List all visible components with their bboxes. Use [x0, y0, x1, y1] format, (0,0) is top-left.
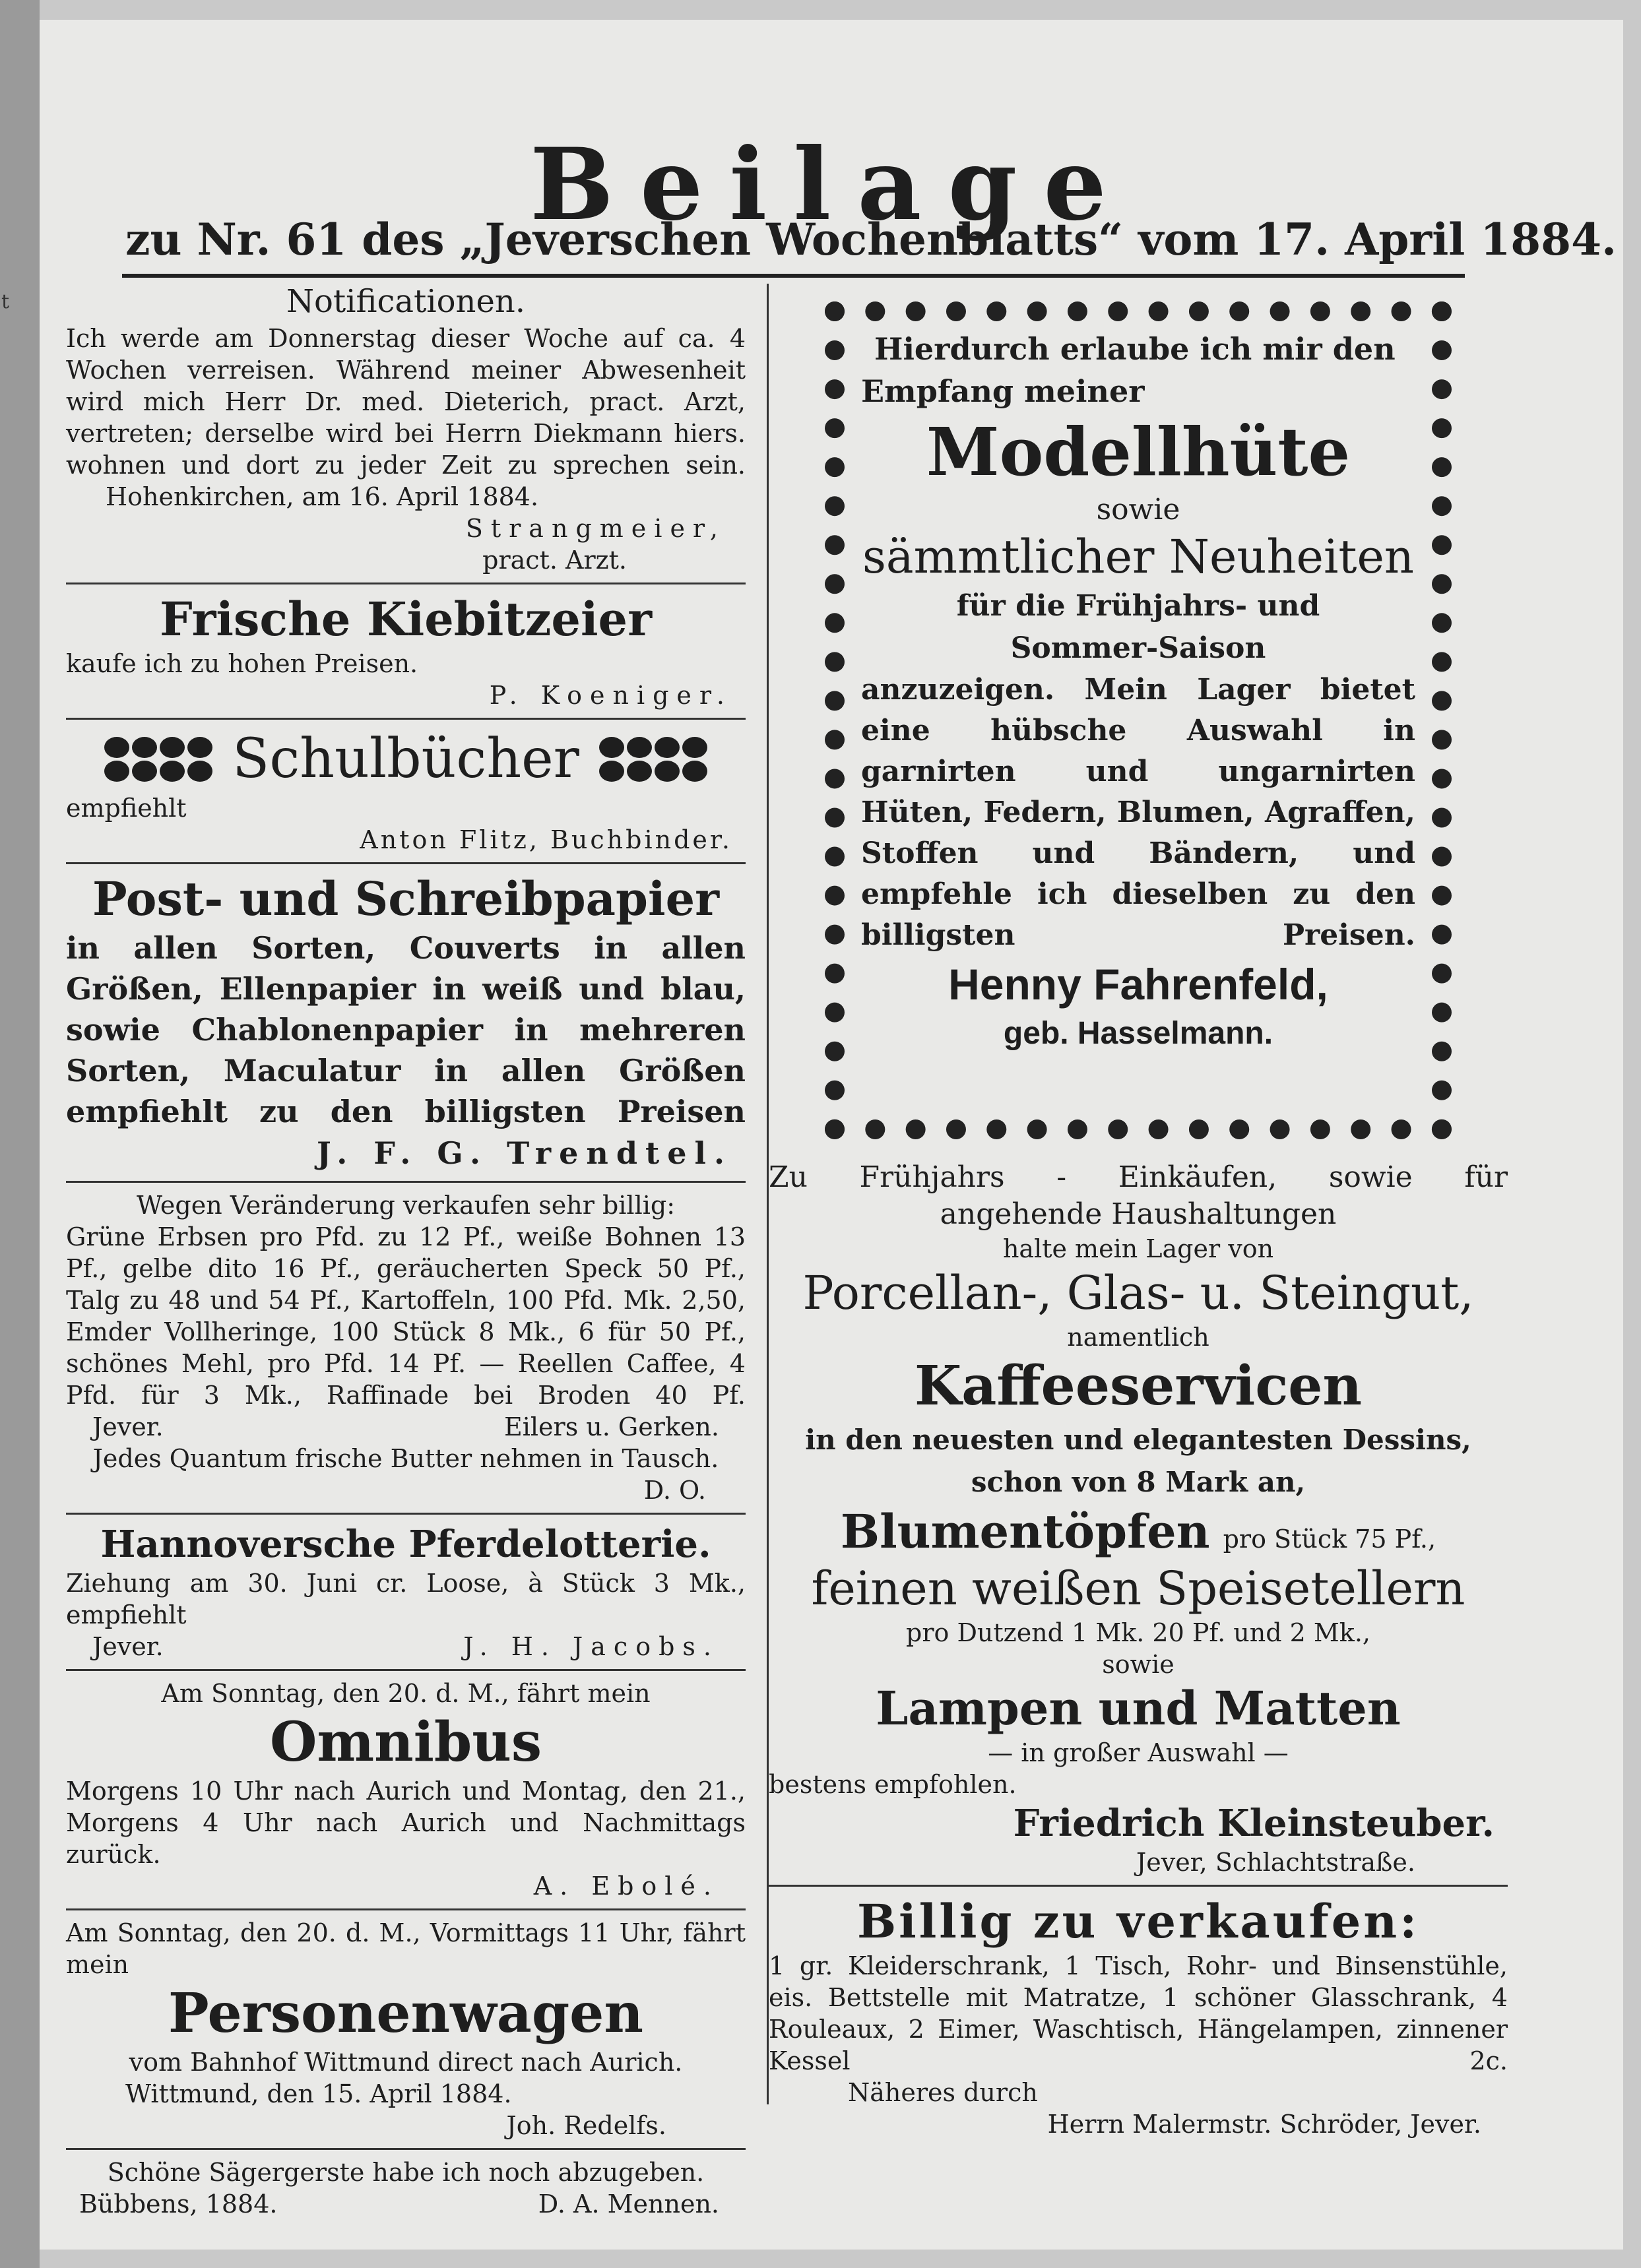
ad-line: — in großer Auswahl —	[988, 1738, 1289, 1767]
ornament-dots-icon	[104, 737, 212, 782]
ad-item-heading: feinen weißen Speisetellern	[811, 1561, 1465, 1616]
ad-body: Morgens 10 Uhr nach Aurich und Montag, den 21., Morgens 4 Uhr nach Aurich und Nachmittags zurück.	[66, 1777, 746, 1869]
ad-heading: Porcellan-, Glas- u. Steingut,	[802, 1266, 1474, 1320]
ad-heading: Modellhüte	[926, 413, 1351, 491]
ad-heading: Hannoversche Pferdelotterie.	[100, 1523, 711, 1566]
ad-line: Sommer-Saison	[1010, 631, 1266, 665]
issue-subline: zu Nr. 61 des „Jeverschen Wochenblatts“ vom 17. April 1884.	[125, 214, 1617, 265]
ad-heading-secondary: Kaffeeservicen	[914, 1354, 1363, 1418]
ad-place: Jever.	[92, 1412, 164, 1441]
ad-body: Grüne Erbsen pro Pfd. zu 12 Pf., weiße Bohnen 13 Pf., gelbe dito 16 Pf., geräucherten Speck 50 Pf., Talg zu 48 und 54 Pf., Kartoffeln, 100 Pfd. Mk. 2,50, Emder Vollheringe, 100 Stück 8 Mk., 6 für 50 Pf., schönes Mehl, pro Pfd. 14 Pf. — Reellen Caffee, 4 Pfd. für 3 Mk., Raffinade bei Broden 40 Pf.	[66, 1222, 746, 1410]
divider	[66, 583, 746, 584]
ad-pferdelotterie	[66, 1521, 746, 1662]
divider	[66, 2148, 746, 2150]
ad-place: Hohenkirchen, am 16. April 1884.	[106, 482, 539, 511]
ad-line: bestens empfohlen.	[769, 1770, 1017, 1799]
ad-place: Wittmund, den 15. April 1884.	[125, 2079, 512, 2108]
ad-item-price: pro Dutzend 1 Mk. 20 Pf. und 2 Mk.,	[906, 1618, 1370, 1647]
margin-mark: t	[1, 290, 10, 313]
ad-line: Schöne Sägergerste habe ich noch abzugeben.	[107, 2158, 705, 2187]
ad-body: Ich werde am Donnerstag dieser Woche auf ca. 4 Wochen verreisen. Während meiner Abwesenheit wird mich Herr Dr. med. Dieterich, pract. Arzt, vertreten; derselbe wird bei Herrn Diekmann hiers. wohnen und dort zu jeder Zeit zu sprechen sein.	[66, 324, 746, 480]
ad-line: Näheres durch	[848, 2078, 1038, 2107]
ad-line: kaufe ich zu hohen Preisen.	[66, 649, 418, 678]
ad-notificationen	[66, 280, 746, 576]
ad-place: Jever.	[92, 1632, 164, 1661]
ad-porcellan	[769, 1159, 1508, 1878]
ad-body: 1 gr. Kleiderschrank, 1 Tisch, Rohr- und Binsenstühle, eis. Bettstelle mit Matratze, 1 schöner Glasschrank, 4 Rouleaux, 2 Eimer, Waschtisch, Hängelampen, zinnener Kessel 2c.	[769, 1951, 1508, 2075]
divider	[66, 1669, 746, 1671]
ornament-dots-icon	[599, 737, 707, 782]
newspaper-page	[40, 20, 1623, 2250]
ad-signature: Joh. Redelfs.	[506, 2111, 666, 2140]
supplement-title: Beilage	[530, 127, 1133, 243]
ad-line: namentlich	[1067, 1323, 1209, 1352]
ad-line: Am Sonntag, den 20. d. M., Vormittags 11 Uhr, fährt mein	[66, 1918, 746, 1979]
ad-heading: Omnibus	[269, 1711, 542, 1774]
ad-signature: J. H. Jacobs.	[463, 1632, 719, 1661]
ad-signature: Friedrich Kleinsteuber.	[1013, 1802, 1495, 1845]
ad-modellhuete	[861, 328, 1415, 1113]
left-column	[66, 280, 746, 2220]
ad-line: angehende Haushaltungen	[940, 1197, 1337, 1231]
modellhuete-frame	[810, 287, 1466, 1154]
ad-signature: Strangmeier,	[465, 514, 726, 543]
ad-line: Am Sonntag, den 20. d. M., fährt mein	[161, 1679, 651, 1708]
ad-line: Hierdurch erlaube ich mir den	[874, 331, 1396, 367]
ad-line: Wegen Veränderung verkaufen sehr billig:	[136, 1191, 676, 1220]
ad-line: sowie	[1102, 1650, 1174, 1679]
ad-maiden-name: geb. Hasselmann.	[1003, 1016, 1273, 1051]
ad-heading: Post- und Schreibpapier	[92, 871, 719, 926]
ad-line: sowie	[1096, 493, 1180, 526]
divider	[66, 862, 746, 864]
ad-body: in allen Sorten, Couverts in allen Größen, Ellenpapier in weiß und blau, sowie Chablonenpapier in mehreren Sorten, Maculatur in allen Größen empfiehlt zu den billigsten Preisen	[66, 930, 746, 1129]
ad-heading: Billig zu verkaufen:	[856, 1894, 1420, 1949]
ad-item-heading: Blumentöpfen	[840, 1504, 1210, 1559]
ad-veraenderung	[66, 1189, 746, 1506]
ad-place: Bübbens, 1884.	[79, 2189, 278, 2219]
ad-body: anzuzeigen. Mein Lager bietet eine hübsche Auswahl in garnirten und ungarnirten Hüten, Federn, Blumen, Agraffen, Stoffen und Bändern, und empfehle ich dieselben zu den billigsten Preisen.	[861, 673, 1415, 952]
ad-personenwagen	[66, 1917, 746, 2141]
ad-line: in den neuesten und elegantesten Dessins,	[805, 1424, 1471, 1456]
ad-item-price: pro Stück 75 Pf.,	[1223, 1525, 1436, 1554]
ad-line: Zu Frühjahrs - Einkäufen, sowie für	[769, 1160, 1508, 1194]
ad-signature: P. Koeniger.	[489, 681, 732, 710]
ad-body: vom Bahnhof Wittmund direct nach Aurich.	[129, 2048, 683, 2077]
ad-signature: Anton Flitz, Buchbinder.	[360, 825, 732, 854]
ad-heading: Notificationen.	[286, 283, 526, 320]
right-column	[769, 280, 1508, 2140]
ad-signature: J. F. G. Trendtel.	[317, 1135, 732, 1171]
masthead-rule	[122, 274, 1465, 278]
ad-line: empfiehlt	[66, 794, 187, 823]
ad-note: Jedes Quantum frische Butter nehmen in Tausch.	[92, 1444, 719, 1473]
ad-signature: A. Ebolé.	[533, 1872, 719, 1901]
ad-signature: Eilers u. Gerken.	[504, 1412, 719, 1441]
divider	[66, 1908, 746, 1910]
page-edge-strip	[0, 0, 40, 2268]
ad-signature: D. A. Mennen.	[538, 2189, 719, 2219]
divider	[66, 718, 746, 720]
ad-billig-verkaufen	[769, 1893, 1508, 2140]
ad-signature: Herrn Malermstr. Schröder, Jever.	[1047, 2110, 1481, 2139]
ad-line: schon von 8 Mark an,	[971, 1466, 1306, 1498]
ad-schreibpapier	[66, 871, 746, 1174]
ad-heading: Personenwagen	[168, 1982, 643, 2045]
ad-signature-title: pract. Arzt.	[482, 546, 627, 575]
ad-saegerste	[66, 2157, 746, 2220]
divider	[769, 1885, 1508, 1887]
ad-line: für die Frühjahrs- und	[956, 589, 1320, 623]
divider	[66, 1181, 746, 1183]
ad-schulbuecher	[66, 726, 746, 856]
ad-kiebitzeier	[66, 591, 746, 711]
ad-heading: Frische Kiebitzeier	[160, 592, 652, 646]
ad-line: halte mein Lager von	[1002, 1234, 1274, 1263]
ad-initials: D. O.	[643, 1476, 706, 1505]
divider	[66, 1513, 746, 1515]
ad-heading: Schulbücher	[232, 728, 579, 790]
ad-item-heading: Lampen und Matten	[876, 1681, 1401, 1736]
ad-heading-secondary: sämmtlicher Neuheiten	[862, 530, 1415, 584]
ad-body: Ziehung am 30. Juni cr. Loose, à Stück 3 Mk., empfiehlt	[66, 1569, 746, 1629]
ad-name: Henny Fahrenfeld,	[948, 960, 1328, 1009]
ad-line: Empfang meiner	[861, 373, 1145, 409]
ad-omnibus	[66, 1678, 746, 1902]
ad-address: Jever, Schlachtstraße.	[1136, 1848, 1415, 1877]
